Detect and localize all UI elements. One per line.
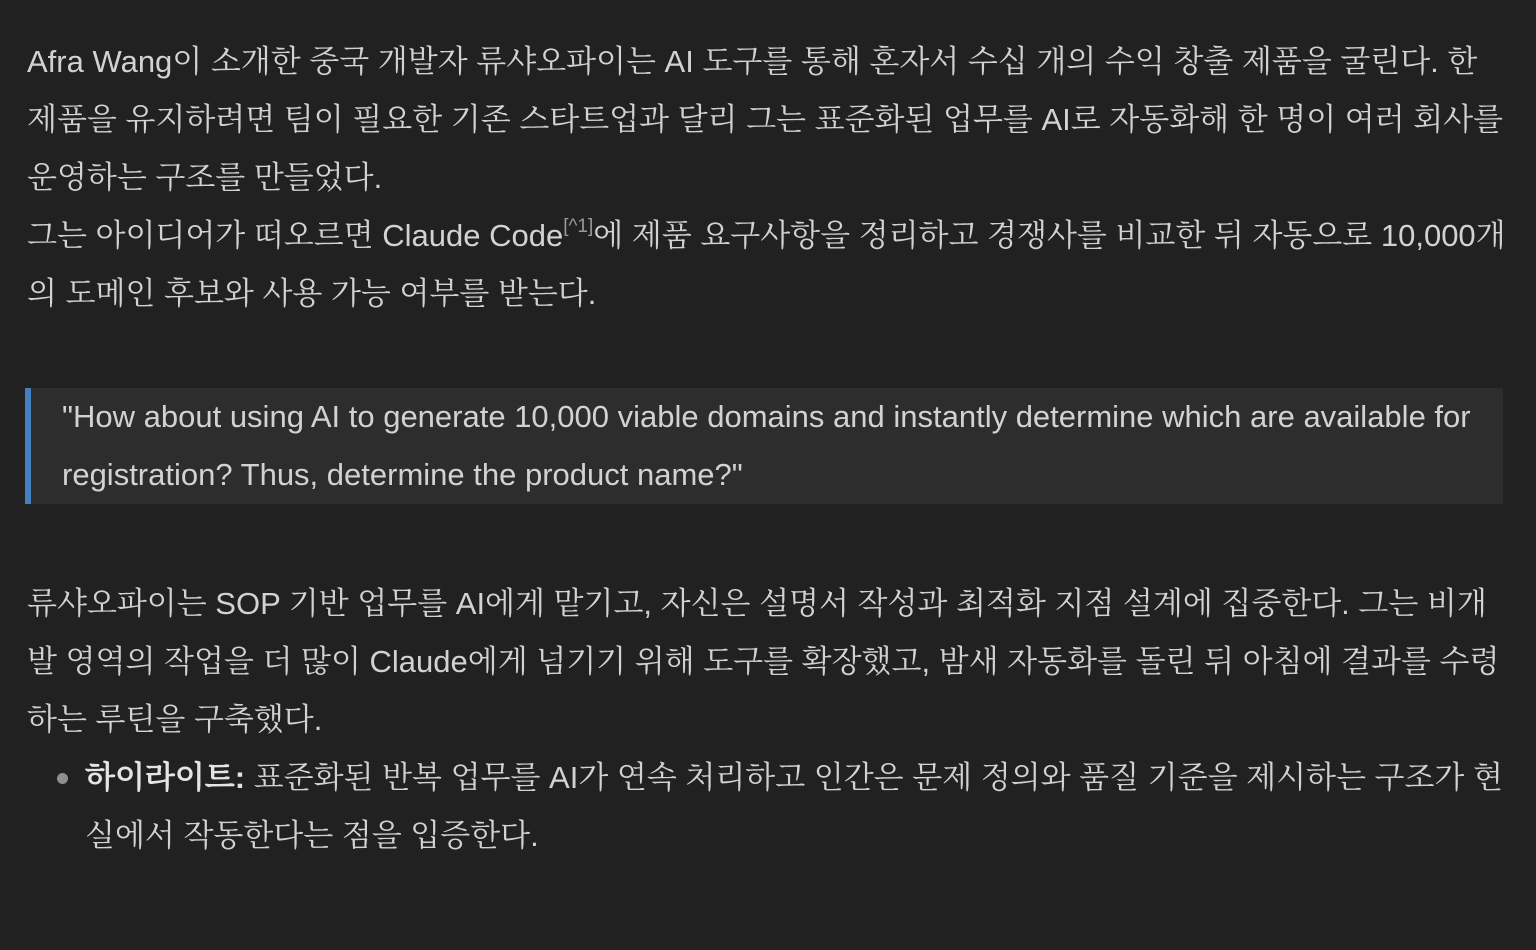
- footnote-ref-1: [^1]: [563, 216, 594, 237]
- paragraph-workflow: [27, 207, 1509, 323]
- highlight-label: 하이라이트:: [85, 760, 246, 795]
- highlight-list: [27, 749, 1509, 865]
- highlight-text: 표준화된 반복 업무를 AI가 연속 처리하고 인간은 문제 정의와 품질 기준을 제시하는 구조가 현실에서 작동한다는 점을 입증한다.: [85, 760, 1503, 853]
- paragraph-sop: 류샤오파이는 SOP 기반 업무를 AI에게 맡기고, 자신은 설명서 작성과 최적화 지점 설계에 집중한다. 그는 비개발 영역의 작업을 더 많이 Claude에게 넘기기 위해 도구를 확장했고, 밤새 자동화를 돌린 뒤 아침에 결과를 수령하는 루틴을 구축했다.: [27, 586, 1500, 737]
- bullet-dot-icon: [57, 773, 68, 784]
- paragraph-workflow-text-before: 그는 아이디어가 떠오르면 Claude Code: [27, 218, 564, 253]
- paragraph-intro: Afra Wang이 소개한 중국 개발자 류샤오파이는 AI 도구를 통해 혼자서 수십 개의 수익 창출 제품을 굴린다. 한 제품을 유지하려면 팀이 필요한 기존 스타트업과 달리 그는 표준화된 업무를 AI로 자동화해 한 명이 여러 회사를 운영하는 구조를 만들었다.: [27, 44, 1504, 195]
- quote-text: "How about using AI to generate 10,000 viable domains and instantly determine which are available for registration? Thus, determine the product name?": [62, 399, 1471, 492]
- quote-block: [25, 388, 1503, 504]
- list-item-highlight: [27, 749, 1509, 865]
- paragraph-workflow-text-after: 에 제품 요구사항을 정리하고 경쟁사를 비교한 뒤 자동으로 10,000개의 도메인 후보와 사용 가능 여부를 받는다.: [27, 218, 1506, 311]
